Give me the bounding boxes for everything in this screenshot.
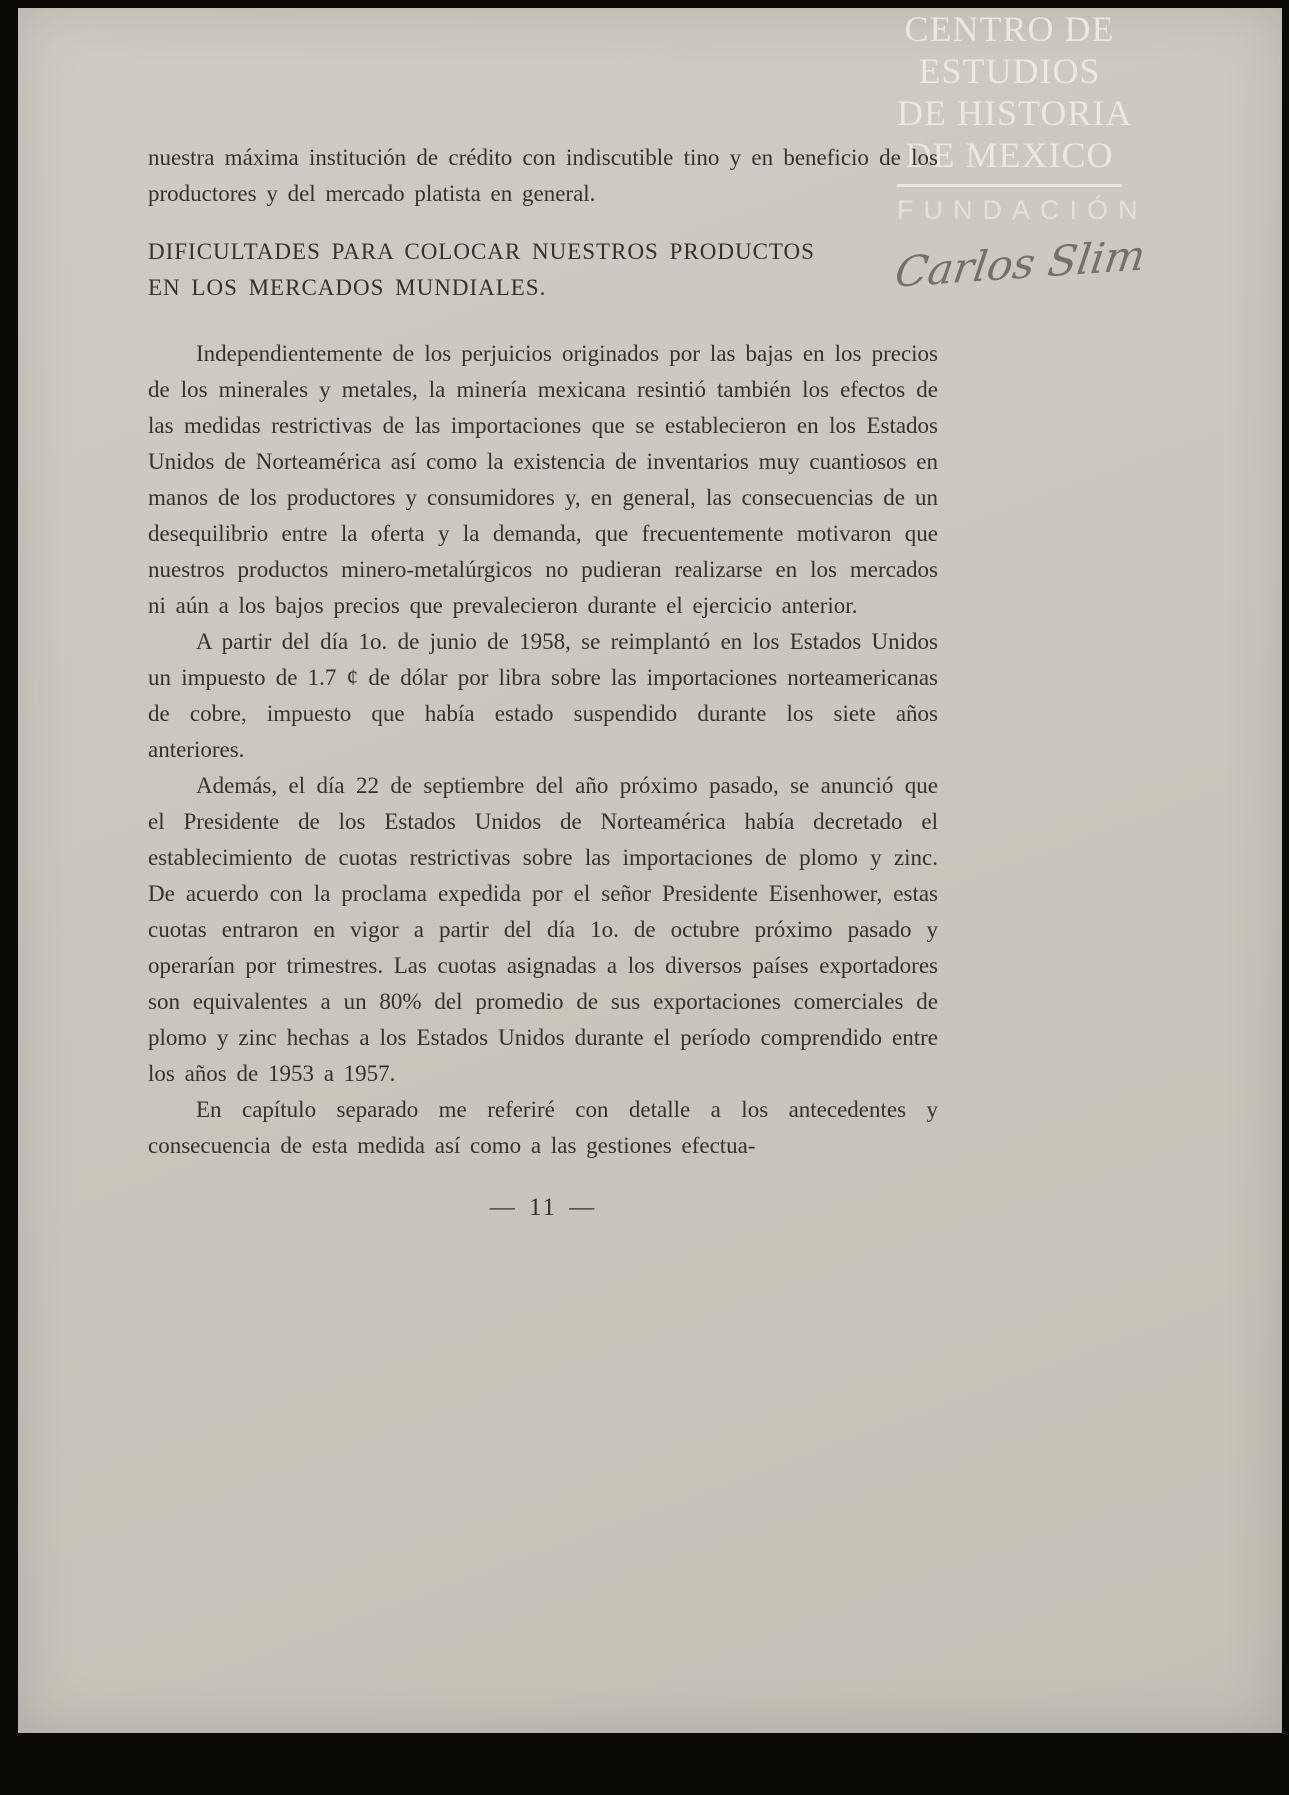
page-text-block (148, 140, 938, 1226)
page-paper (18, 8, 1282, 1733)
watermark-fundacion-label: FUNDACIÓN (897, 195, 1148, 225)
body-paragraph-2: A partir del día 1o. de junio de 1958, se reimplantó en los Estados Unidos un impuesto de 1.7 ¢ de dólar por libra sobre las importaciones norteamericanas de cobre, impuesto que había estado suspendido durante los siete años anteriores. (148, 629, 938, 762)
body-paragraph-3: Además, el día 22 de septiembre del año próximo pasado, se anunció que el Presidente de los Estados Unidos de Norteamérica había decretado el establecimiento de cuotas restrictivas sobre las importaciones de plomo y zinc. De acuerdo con la proclama expedida por el señor Presidente Eisenhower, estas cuotas entraron en vigor a partir del día 1o. de octubre próximo pasado y operarían por trimestres. Las cuotas asignadas a los diversos países exportadores son equivalentes a un 80% del promedio de sus exportaciones comerciales de plomo y zinc hechas a los Estados Unidos durante el período comprendido entre los años de 1953 a 1957. (148, 773, 938, 1086)
section-heading-line-1: DIFICULTADES PARA COLOCAR NUESTROS PRODUCTOS (148, 239, 815, 264)
body-paragraph-4: En capítulo separado me referiré con detalle a los antecedentes y consecuencia de esta medida así como a las gestiones efectua- (148, 1097, 938, 1158)
intro-paragraph: nuestra máxima institución de crédito con indiscutible tino y en beneficio de los productores y del mercado platista en general. (148, 145, 938, 206)
section-heading-line-2: EN LOS MERCADOS MUNDIALES. (148, 275, 547, 300)
watermark-line-2: ESTUDIOS (918, 51, 1101, 91)
section-heading (148, 234, 938, 306)
body-paragraph-1: Independientemente de los perjuicios originados por las bajas en los precios de los minerales y metales, la minería mexicana resintió también los efectos de las medidas restrictivas de las importaciones que se establecieron en los Estados Unidos de Norteamérica así como la existencia de inventarios muy cuantiosos en manos de los productores y consumidores y, en general, las consecuencias de un desequilibrio entre la oferta y la demanda, que frecuentemente motivaron que nuestros productos minero-metalúrgicos no pudieran realizarse en los mercados ni aún a los bajos precios que prevalecieron durante el ejercicio anterior. (148, 341, 938, 618)
watermark-line-1: CENTRO DE (904, 9, 1115, 49)
watermark-signature: Carlos Slim (892, 230, 1149, 297)
watermark-line-3: DE HISTORIA (897, 93, 1133, 133)
watermark-line-4: DE MEXICO (905, 135, 1114, 175)
page-number: — 11 — (489, 1194, 597, 1221)
